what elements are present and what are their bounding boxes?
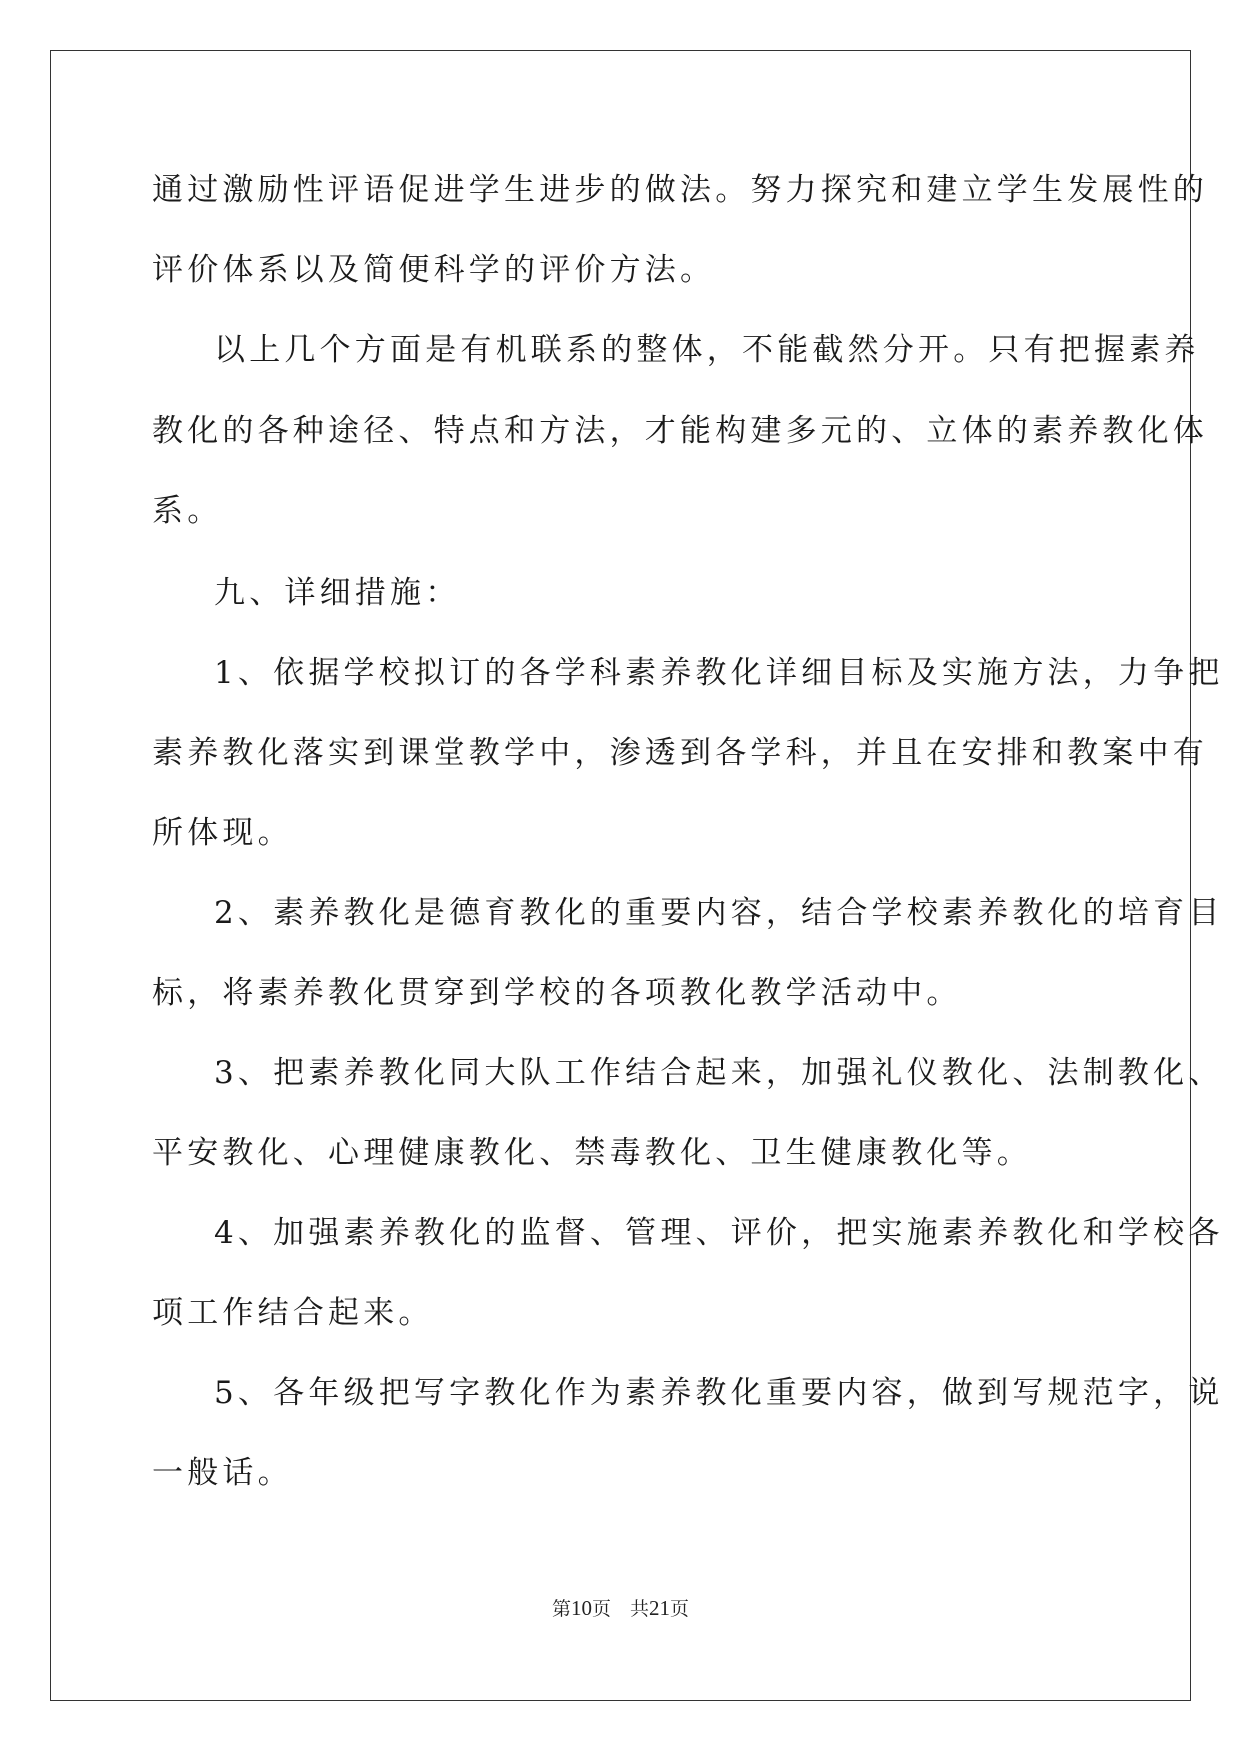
footer-suffix: 页 xyxy=(670,1598,690,1620)
paragraph-start-line: 3、把素养教化同大队工作结合起来，加强礼仪教化、法制教化、 xyxy=(214,1055,1224,1091)
page-footer xyxy=(0,1594,1241,1621)
paragraph-start-line: 5、各年级把写字教化作为素养教化重要内容，做到写规范字，说 xyxy=(214,1375,1224,1411)
current-page-number: 10 xyxy=(570,1596,592,1620)
body-line: 评价体系以及简便科学的评价方法。 xyxy=(152,252,716,288)
footer-prefix: 第 xyxy=(551,1598,571,1620)
total-page-count: 21 xyxy=(649,1596,670,1620)
paragraph-start-line: 1、依据学校拟订的各学科素养教化详细目标及实施方法，力争把 xyxy=(214,655,1224,691)
body-line: 所体现。 xyxy=(152,815,293,851)
paragraph-start-line: 2、素养教化是德育教化的重要内容，结合学校素养教化的培育目 xyxy=(214,895,1224,931)
body-line: 平安教化、心理健康教化、禁毒教化、卫生健康教化等。 xyxy=(152,1135,1032,1171)
paragraph-start-line: 以上几个方面是有机联系的整体，不能截然分开。只有把握素养 xyxy=(214,332,1200,368)
body-line: 标，将素养教化贯穿到学校的各项教化教学活动中。 xyxy=(152,975,962,1011)
body-line: 教化的各种途径、特点和方法，才能构建多元的、立体的素养教化体 xyxy=(152,413,1208,449)
body-line: 一般话。 xyxy=(152,1455,293,1491)
body-line: 系。 xyxy=(152,493,223,529)
body-line: 素养教化落实到课堂教学中，渗透到各学科，并且在安排和教案中有 xyxy=(152,735,1208,771)
paragraph-start-line: 4、加强素养教化的监督、管理、评价，把实施素养教化和学校各 xyxy=(214,1215,1224,1251)
body-line: 项工作结合起来。 xyxy=(152,1295,434,1331)
body-line: 通过激励性评语促进学生进步的做法。努力探究和建立学生发展性的 xyxy=(152,172,1208,208)
section-heading: 九、详细措施： xyxy=(214,575,461,611)
footer-middle: 页 共 xyxy=(591,1598,649,1620)
